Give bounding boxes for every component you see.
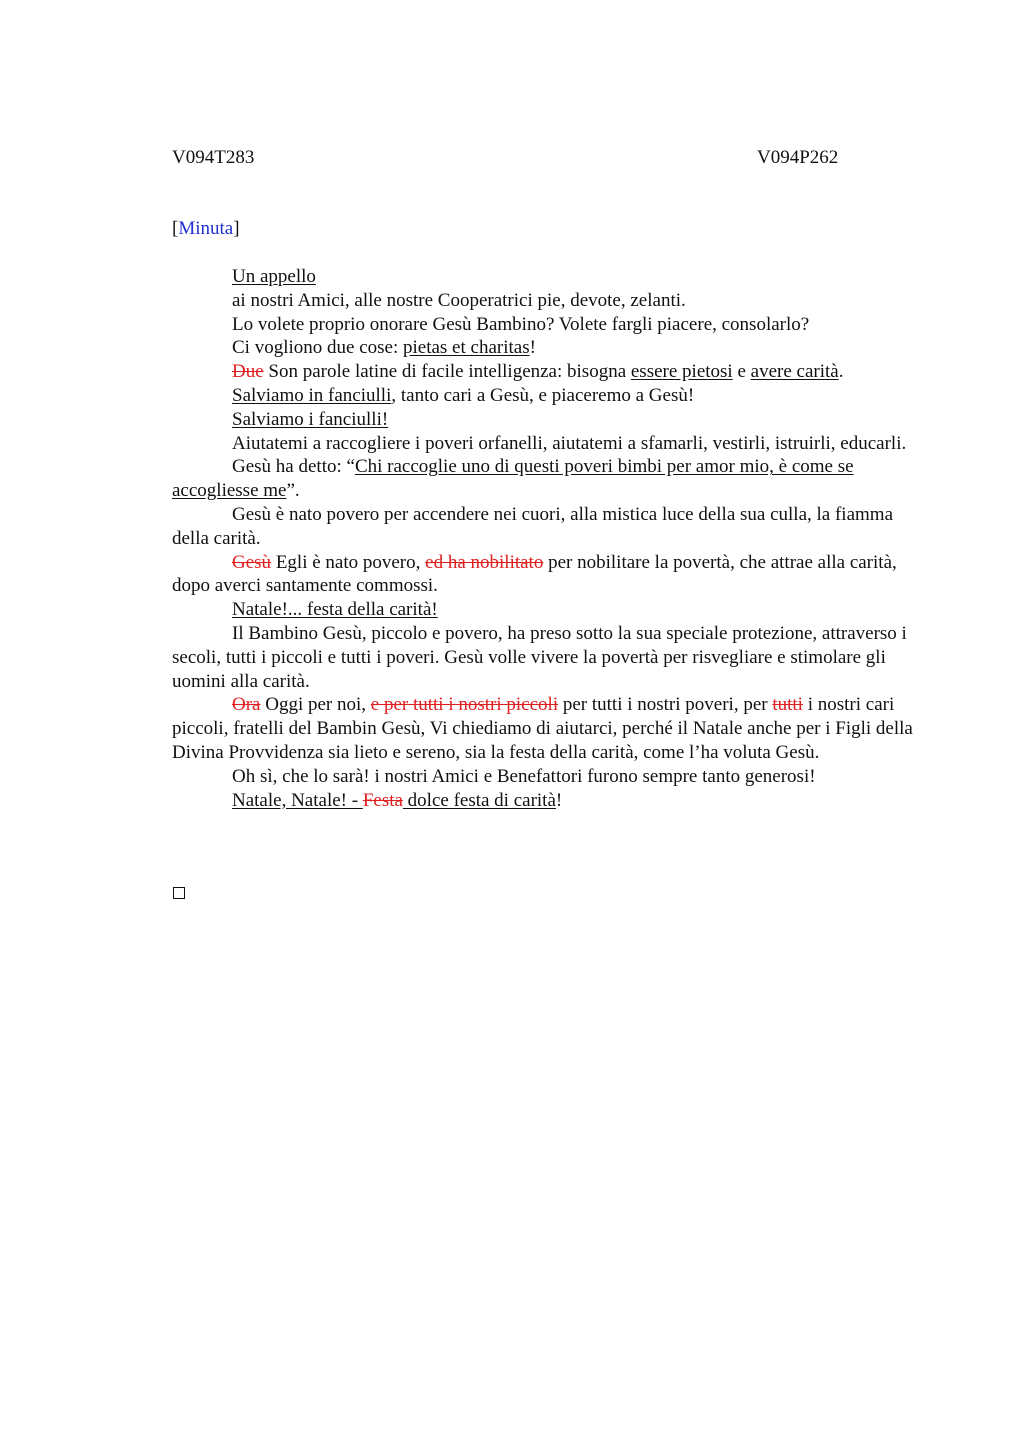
underlined-quote: Chi raccoglie uno di questi poveri bimbi per amor mio, è come se accogliesse me xyxy=(172,456,854,502)
text: Oggi per noi, xyxy=(260,694,371,716)
underlined-text: Natale, Natale! - xyxy=(232,789,363,811)
underlined-text: dolce festa di carità xyxy=(402,789,556,811)
text: e xyxy=(732,361,751,383)
paragraph-question: Lo volete proprio onorare Gesù Bambino? Volete fargli piacere, consolarlo? xyxy=(232,313,810,335)
text: i nostri cari piccoli, fratelli del Bambin Gesù, Vi chiediamo di aiutarci, perché il Natale anche per i Figli della Divina Provvidenza sia lieto e sereno, sia la festa della carità, come l’ha voluta Gesù. xyxy=(172,694,913,763)
deleted-text: Ora xyxy=(232,694,261,716)
deleted-text: Festa xyxy=(362,789,403,811)
minuta-label-text: Minuta xyxy=(178,218,234,239)
paragraph-save-children-exclaim xyxy=(172,408,928,432)
underlined-text: essere pietosi xyxy=(630,361,733,383)
text: ! xyxy=(529,337,536,359)
paragraph-christmas-charity xyxy=(172,598,928,622)
text: per nobilitare la povertà, che attrae alla carità, dopo averci santamente commossi. xyxy=(172,551,897,597)
paragraph-closing xyxy=(172,789,928,813)
document-code-left: V094T283 xyxy=(172,147,255,168)
title-text: Un appello xyxy=(232,266,316,287)
underlined-text: Salviamo in fanciulli xyxy=(232,384,392,406)
text: Son parole latine di facile intelligenza: bisogna xyxy=(263,361,631,383)
paragraph-born-poor: Gesù è nato povero per accendere nei cuori, alla mistica luce della sua culla, la fiamma della carità. xyxy=(172,503,894,549)
deleted-text: e per tutti i nostri piccoli xyxy=(370,694,559,716)
text: ”. xyxy=(286,480,300,502)
deleted-text: Gesù xyxy=(232,551,272,573)
text: Gesù ha detto: “ xyxy=(232,456,355,478)
paragraph-help-orphans: Aiutatemi a raccogliere i poveri orfanelli, aiutatemi a sfamarli, vestirli, istruirli, educarli. xyxy=(232,432,907,454)
underlined-text: Natale!... festa della carità! xyxy=(232,599,438,621)
document-code-right: V094P262 xyxy=(757,147,839,168)
text: , tanto cari a Gesù, e piaceremo a Gesù! xyxy=(391,384,695,406)
paragraph-child-jesus: Il Bambino Gesù, piccolo e povero, ha preso sotto la sua speciale protezione, attraverso i secoli, tutti i piccoli e tutti i poveri. Gesù volle vivere la povertà per risvegliare e stimolare gli uomini alla carità. xyxy=(172,622,907,692)
paragraph-jesus-said xyxy=(172,455,928,503)
text: Egli è nato povero, xyxy=(271,551,426,573)
letter-title xyxy=(172,265,928,289)
paragraph-ennoble-poverty xyxy=(172,551,928,599)
paragraph-appeal xyxy=(172,693,928,764)
paragraph-generous-friends: Oh sì, che lo sarà! i nostri Amici e Benefattori furono sempre tanto generosi! xyxy=(232,765,816,787)
text: . xyxy=(838,361,844,383)
text: Ci vogliono due cose: xyxy=(232,337,403,359)
deleted-text: Due xyxy=(232,361,264,383)
paragraph-addressees: ai nostri Amici, alle nostre Cooperatrici pie, devote, zelanti. xyxy=(232,289,686,311)
letter-body xyxy=(172,265,928,812)
paragraph-two-things xyxy=(172,336,928,360)
paragraph-save-children xyxy=(172,384,928,408)
deleted-text: tutti xyxy=(772,694,803,716)
minuta-label xyxy=(172,218,240,240)
text: ! xyxy=(555,789,563,811)
underlined-text: Salviamo i fanciulli! xyxy=(232,408,389,430)
end-marker-square-icon xyxy=(173,887,185,899)
minuta-bracket-close: ] xyxy=(233,218,240,239)
minuta-bracket-open: [ xyxy=(172,218,179,239)
deleted-text: ed ha nobilitato xyxy=(425,551,544,573)
text: per tutti i nostri poveri, per xyxy=(558,694,773,716)
underlined-text: pietas et charitas xyxy=(402,337,530,359)
paragraph-latin-words xyxy=(172,360,928,384)
underlined-text: avere carità xyxy=(750,361,839,383)
